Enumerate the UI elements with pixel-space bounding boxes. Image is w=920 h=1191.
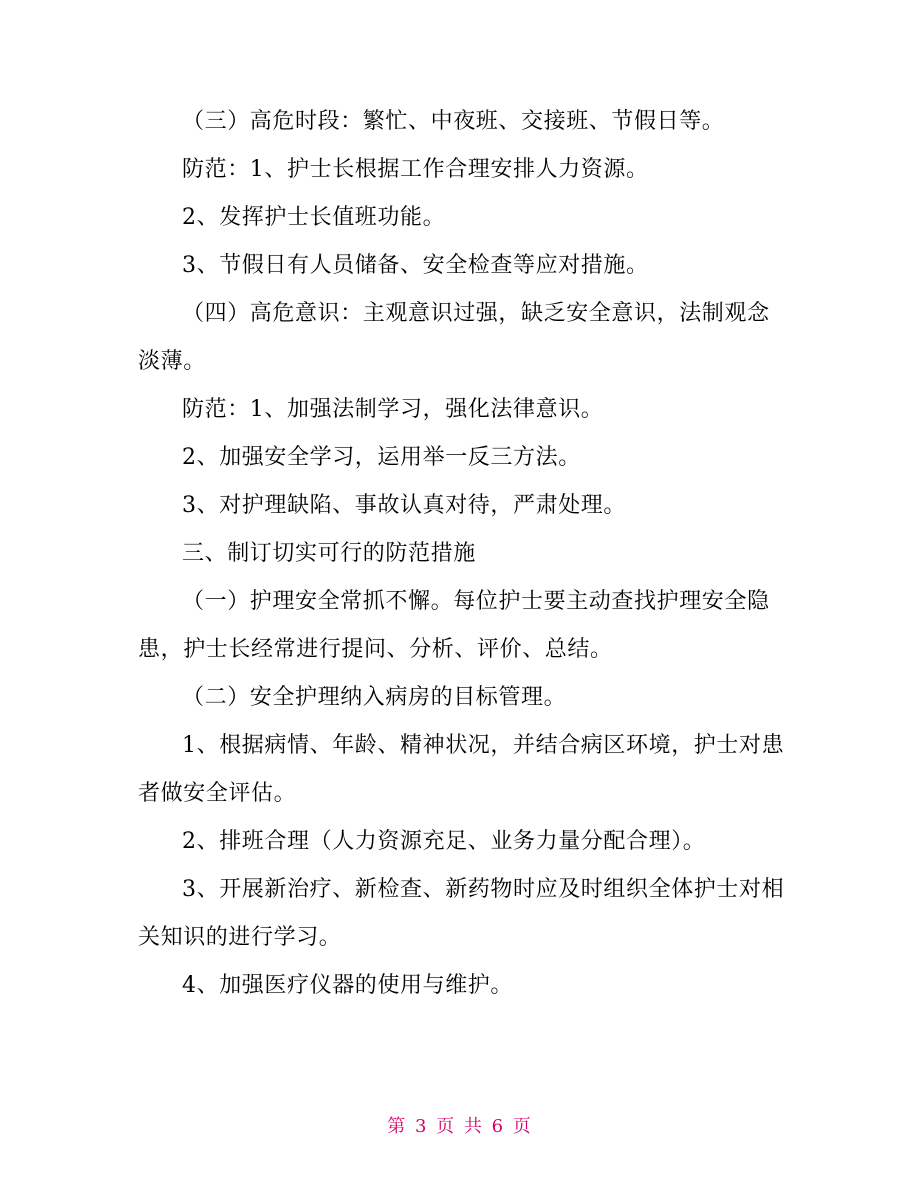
paragraph: 防范：1、护士长根据工作合理安排人力资源。 [182, 157, 649, 182]
page-number-text: 第 3 页 共 6 页 [387, 1116, 533, 1137]
paragraph: （四）高危意识：主观意识过强，缺乏安全意识，法制观念淡薄。 [138, 301, 770, 374]
document-body [138, 98, 788, 1010]
paragraph: 3、对护理缺陷、事故认真对待，严肃处理。 [182, 493, 626, 518]
paragraph: 3、开展新治疗、新检查、新药物时应及时组织全体护士对相关知识的进行学习。 [138, 877, 785, 950]
paragraph: 4、加强医疗仪器的使用与维护。 [182, 973, 513, 998]
page-footer [0, 1112, 920, 1138]
paragraph: 3、节假日有人员储备、安全检查等应对措施。 [182, 253, 649, 278]
section-heading: 三、制订切实可行的防范措施 [182, 541, 476, 566]
paragraph: （一）护理安全常抓不懈。每位护士要主动查找护理安全隐患，护士长经常进行提问、分析、评价、总结。 [138, 589, 770, 662]
paragraph: 2、加强安全学习，运用举一反三方法。 [182, 445, 581, 470]
paragraph: 1、根据病情、年龄、精神状况，并结合病区环境，护士对患者做安全评估。 [138, 733, 785, 806]
paragraph: 防范：1、加强法制学习，强化法律意识。 [182, 397, 604, 422]
paragraph: （二）安全护理纳入病房的目标管理。 [182, 685, 567, 710]
paragraph: 2、发挥护士长值班功能。 [182, 205, 446, 230]
paragraph: 2、排班合理（人力资源充足、业务力量分配合理）。 [182, 829, 706, 854]
paragraph: （三）高危时段：繁忙、中夜班、交接班、节假日等。 [182, 109, 725, 134]
